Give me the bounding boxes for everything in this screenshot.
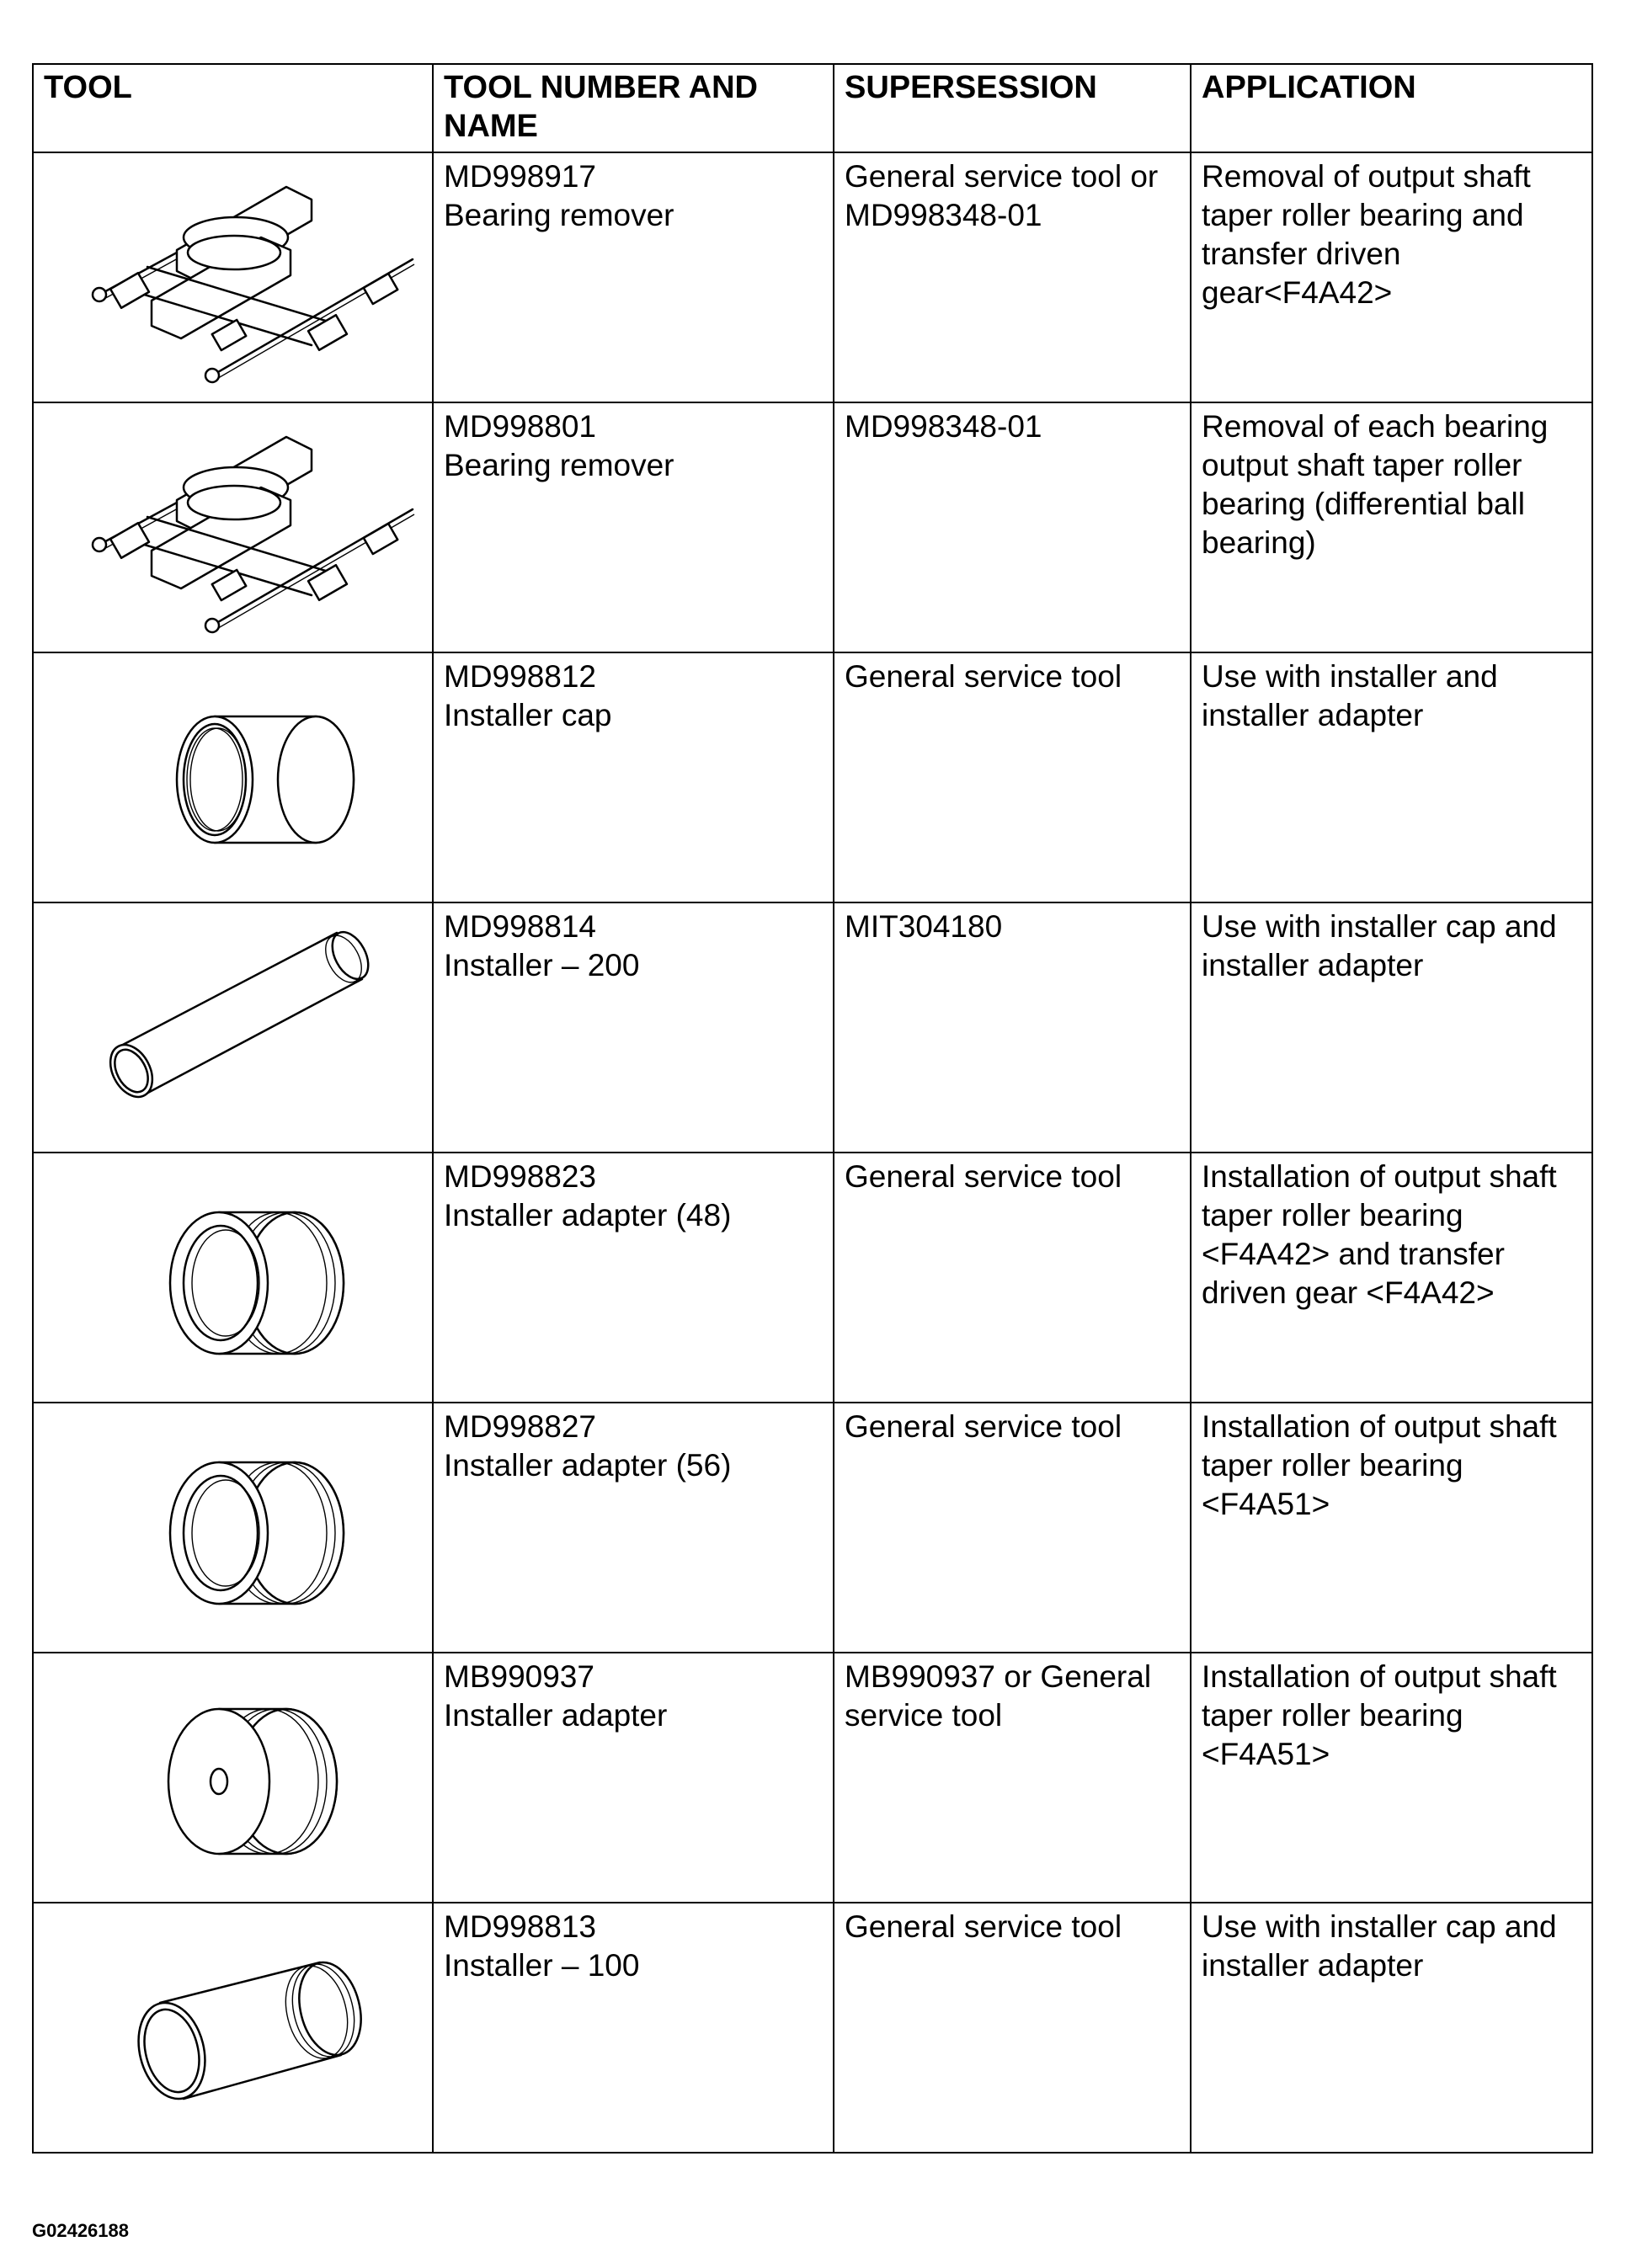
table-row [33, 1153, 1592, 1403]
table-row [33, 152, 1592, 402]
figure-id: G02426188 [32, 2220, 129, 2241]
table-row [33, 1403, 1592, 1653]
tool-number-name-cell: MD998823 Installer adapter (48) [433, 1153, 834, 1403]
application-cell: Installation of output shaft taper roller bearing <F4A51> [1191, 1403, 1592, 1653]
application-cell: Installation of output shaft taper roller bearing <F4A42> and transfer driven gear <F4A42> [1191, 1153, 1592, 1403]
bearing-remover-icon [33, 402, 433, 652]
table-row [33, 402, 1592, 652]
table-row [33, 902, 1592, 1153]
header-application: APPLICATION [1191, 64, 1592, 152]
installer-adapter-disc-icon [33, 1653, 433, 1903]
supersession-cell: General service tool [834, 652, 1191, 902]
tool-number-name-cell: MD998917 Bearing remover [433, 152, 834, 402]
table-row [33, 1653, 1592, 1903]
header-row [33, 64, 1592, 152]
header-tool-number-name: TOOL NUMBER AND NAME [433, 64, 834, 152]
tool-number-name-cell: MD998827 Installer adapter (56) [433, 1403, 834, 1653]
special-tools-table [32, 63, 1593, 2154]
installer-tube-short-icon [33, 1903, 433, 2153]
application-cell: Use with installer cap and installer adapter [1191, 902, 1592, 1153]
installer-tube-icon [33, 902, 433, 1153]
tool-number-name-cell: MD998812 Installer cap [433, 652, 834, 902]
bearing-remover-icon [33, 152, 433, 402]
installer-cap-icon [33, 652, 433, 902]
supersession-cell: General service tool [834, 1903, 1191, 2153]
application-cell: Removal of output shaft taper roller bearing and transfer driven gear<F4A42> [1191, 152, 1592, 402]
tool-number-name-cell: MD998813 Installer – 100 [433, 1903, 834, 2153]
table-row [33, 652, 1592, 902]
tool-number-name-cell: MD998801 Bearing remover [433, 402, 834, 652]
application-cell: Use with installer and installer adapter [1191, 652, 1592, 902]
tool-number-name-cell: MD998814 Installer – 200 [433, 902, 834, 1153]
header-tool: TOOL [33, 64, 433, 152]
supersession-cell: General service tool [834, 1153, 1191, 1403]
installer-adapter-icon [33, 1403, 433, 1653]
header-supersession: SUPERSESSION [834, 64, 1191, 152]
application-cell: Removal of each bearing output shaft taper roller bearing (differential ball bearing) [1191, 402, 1592, 652]
installer-adapter-icon [33, 1153, 433, 1403]
supersession-cell: MB990937 or General service tool [834, 1653, 1191, 1903]
table-row [33, 1903, 1592, 2153]
supersession-cell: General service tool [834, 1403, 1191, 1653]
supersession-cell: MIT304180 [834, 902, 1191, 1153]
supersession-cell: General service tool or MD998348-01 [834, 152, 1191, 402]
application-cell: Use with installer cap and installer adapter [1191, 1903, 1592, 2153]
application-cell: Installation of output shaft taper roller bearing <F4A51> [1191, 1653, 1592, 1903]
supersession-cell: MD998348-01 [834, 402, 1191, 652]
tool-number-name-cell: MB990937 Installer adapter [433, 1653, 834, 1903]
